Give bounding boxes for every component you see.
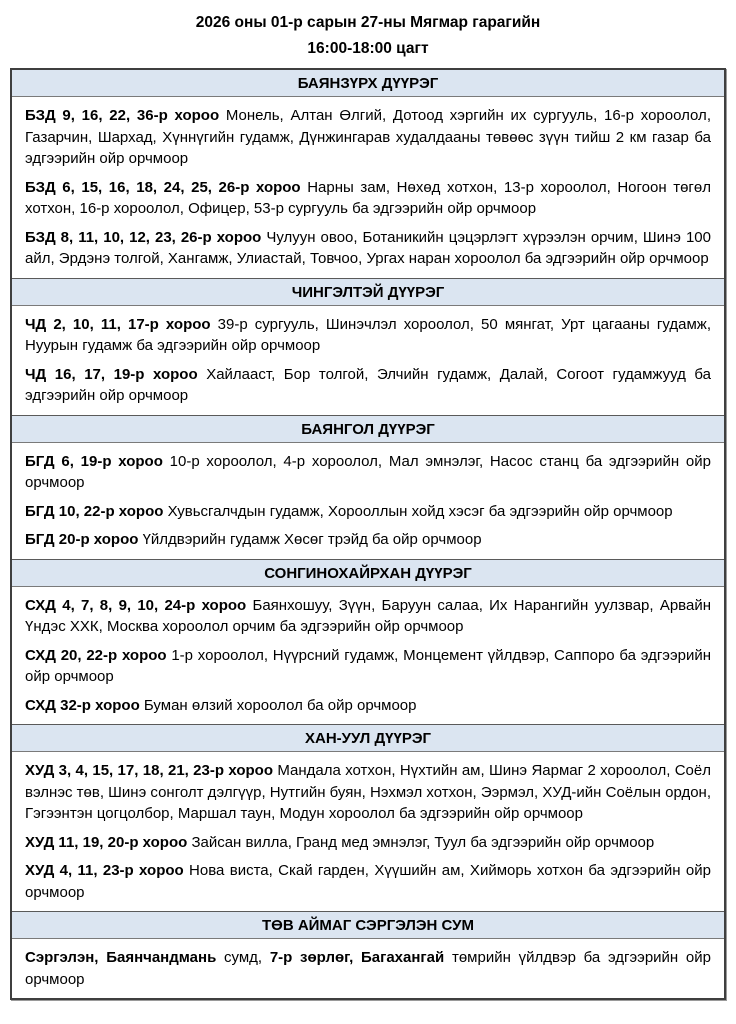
section-body xyxy=(12,306,724,415)
section-body xyxy=(12,939,724,998)
area-list-text: Зайсан вилла, Гранд мед эмнэлэг, Туул ба эдгээрийн ойр орчмоор xyxy=(191,833,655,851)
khoroo-label: БЗД 9, 16, 22, 36-р хороо xyxy=(25,107,226,124)
area-row xyxy=(25,451,711,494)
area-row xyxy=(25,695,711,717)
outage-schedule-table xyxy=(10,68,726,1000)
khoroo-label: СХД 32-р хороо xyxy=(25,696,144,714)
area-list-text: Хайлааст, Бор толгой, Элчийн гудамж, Далай, Согоот гудамжууд ба эдгээрийн ойр орчмоор xyxy=(25,365,711,404)
area-row xyxy=(25,227,711,270)
khoroo-label: БГД 10, 22-р хороо xyxy=(25,502,168,520)
area-list-text: Хувьсгалчдын гудамж, Хорооллын хойд хэсэг ба эдгээрийн ойр орчмоор xyxy=(167,502,673,520)
section-header: СОНГИНОХАЙРХАН ДҮҮРЭГ xyxy=(12,559,724,587)
khoroo-label: СХД 20, 22-р хороо xyxy=(25,646,172,664)
area-list-text: Мандала хотхон, Нүхтийн ам, Шинэ Яармаг 2 хороолол, Соёл вэлнэс төв, Шинэ сонголт дэлгүүр, Нутгийн буян, Нэхмэл хотхон, Ээрмэл, ХУД-ийн Соёлын ордон, Гэгээнтэн цогцолбор, Маршал таун, Модун хороолол ба эдгээрийн ойр орчмоор xyxy=(25,762,711,822)
area-list-text: Нова виста, Скай гарден, Хүүшийн ам, Хийморь хотхон ба эдгээрийн ойр орчмоор xyxy=(25,862,711,901)
area-list-text: Монель, Алтан Өлгий, Дотоод хэргийн их сургууль, 16-р хороолол, Газарчин, Шархад, Хүннүгийн гудамж, Дүнжингарав худалдааны төвөөс зүүн тийш 2 км газар ба эдгээрийн ойр орчмоор xyxy=(25,107,711,167)
khoroo-label: БГД 6, 19-р хороо xyxy=(25,452,170,470)
area-list-text: 10-р хороолол, 4-р хороолол, Мал эмнэлэг, Насос станц ба эдгээрийн ойр орчмоор xyxy=(25,452,711,491)
title-date-line: 2026 оны 01-р сарын 27-ны Мягмар гарагийн xyxy=(195,14,541,31)
khoroo-label: СХД 4, 7, 8, 9, 10, 24-р хороо xyxy=(25,596,253,614)
area-list-text: төмрийн үйлдвэр ба эдгээрийн ойр орчмоор xyxy=(25,949,711,988)
area-row xyxy=(25,105,711,170)
area-row xyxy=(25,177,711,220)
khoroo-label: ЧД 16, 17, 19-р хороо xyxy=(25,365,207,383)
section-header: ТӨВ АЙМАГ СЭРГЭЛЭН СУМ xyxy=(12,911,724,939)
area-list-text: 1-р хороолол, Нүүрсний гудамж, Монцемент үйлдвэр, Саппоро ба эдгээрийн ойр орчмоор xyxy=(25,646,712,685)
khoroo-label: ХУД 4, 11, 23-р хороо xyxy=(25,862,190,879)
area-row xyxy=(25,947,711,990)
section-header: ЧИНГЭЛТЭЙ ДҮҮРЭГ xyxy=(12,278,724,306)
area-row xyxy=(25,860,711,903)
section-body xyxy=(12,587,724,725)
area-list-text: Нарны зам, Нөхөд хотхон, 13-р хороолол, Ногоон төгөл хотхон, 16-р хороолол, Офицер, 53-р сургууль ба эдгээрийн ойр орчмоор xyxy=(25,178,711,217)
area-list-text: Буман өлзий хороолол ба ойр орчмоор xyxy=(143,696,417,714)
section-body xyxy=(12,443,724,559)
area-row xyxy=(25,760,711,825)
khoroo-label: 7-р зөрлөг, Багахангай xyxy=(269,949,452,966)
section-header: БАЯНГОЛ ДҮҮРЭГ xyxy=(12,415,724,443)
area-row xyxy=(25,529,711,551)
area-list-text: 39-р сургууль, Шинэчлэл хороолол, 50 мянгат, Урт цагааны гудамж, Нуурын гудамж ба эдгээрийн ойр орчмоор xyxy=(25,315,712,354)
area-list-text: Чулуун овоо, Ботаникийн цэцэрлэгт хүрээлэн орчим, Шинэ 100 айл, Эрдэнэ толгой, Хангамж, Улиастай, Товчоо, Ургах наран хороолол ба эдгээрийн ойр орчмоор xyxy=(25,228,711,267)
section-header: БАЯНЗҮРХ ДҮҮРЭГ xyxy=(12,70,724,97)
khoroo-label: ЧД 2, 10, 11, 17-р хороо xyxy=(25,315,218,333)
area-row xyxy=(25,832,711,854)
area-list-text: сумд, xyxy=(224,949,270,966)
section-header: ХАН-УУЛ ДҮҮРЭГ xyxy=(12,724,724,752)
area-row xyxy=(25,595,711,638)
khoroo-label: БГД 20-р хороо xyxy=(25,531,143,548)
section-body xyxy=(12,97,724,278)
title-time-line: 16:00-18:00 цагт xyxy=(307,40,429,57)
area-row xyxy=(25,364,711,407)
area-list-text: Баянхошуу, Зүүн, Баруун салаа, Их Нарангийн уулзвар, Арвайн Үндэс ХХК, Москва хороолол орчим ба эдгээрийн ойр орчмоор xyxy=(25,596,711,635)
area-row xyxy=(25,645,711,688)
area-list-text: Үйлдвэрийн гудамж Хөсөг трэйд ба ойр орчмоор xyxy=(142,531,482,548)
document-title xyxy=(10,10,726,62)
khoroo-label: Сэргэлэн, Баянчандмань xyxy=(25,949,225,966)
khoroo-label: ХУД 3, 4, 15, 17, 18, 21, 23-р хороо xyxy=(25,762,278,779)
khoroo-label: БЗД 8, 11, 10, 12, 23, 26-р хороо xyxy=(25,228,267,246)
area-row xyxy=(25,501,711,523)
section-body xyxy=(12,752,724,911)
khoroo-label: БЗД 6, 15, 16, 18, 24, 25, 26-р хороо xyxy=(25,178,308,196)
khoroo-label: ХУД 11, 19, 20-р хороо xyxy=(25,833,192,851)
area-row xyxy=(25,314,711,357)
